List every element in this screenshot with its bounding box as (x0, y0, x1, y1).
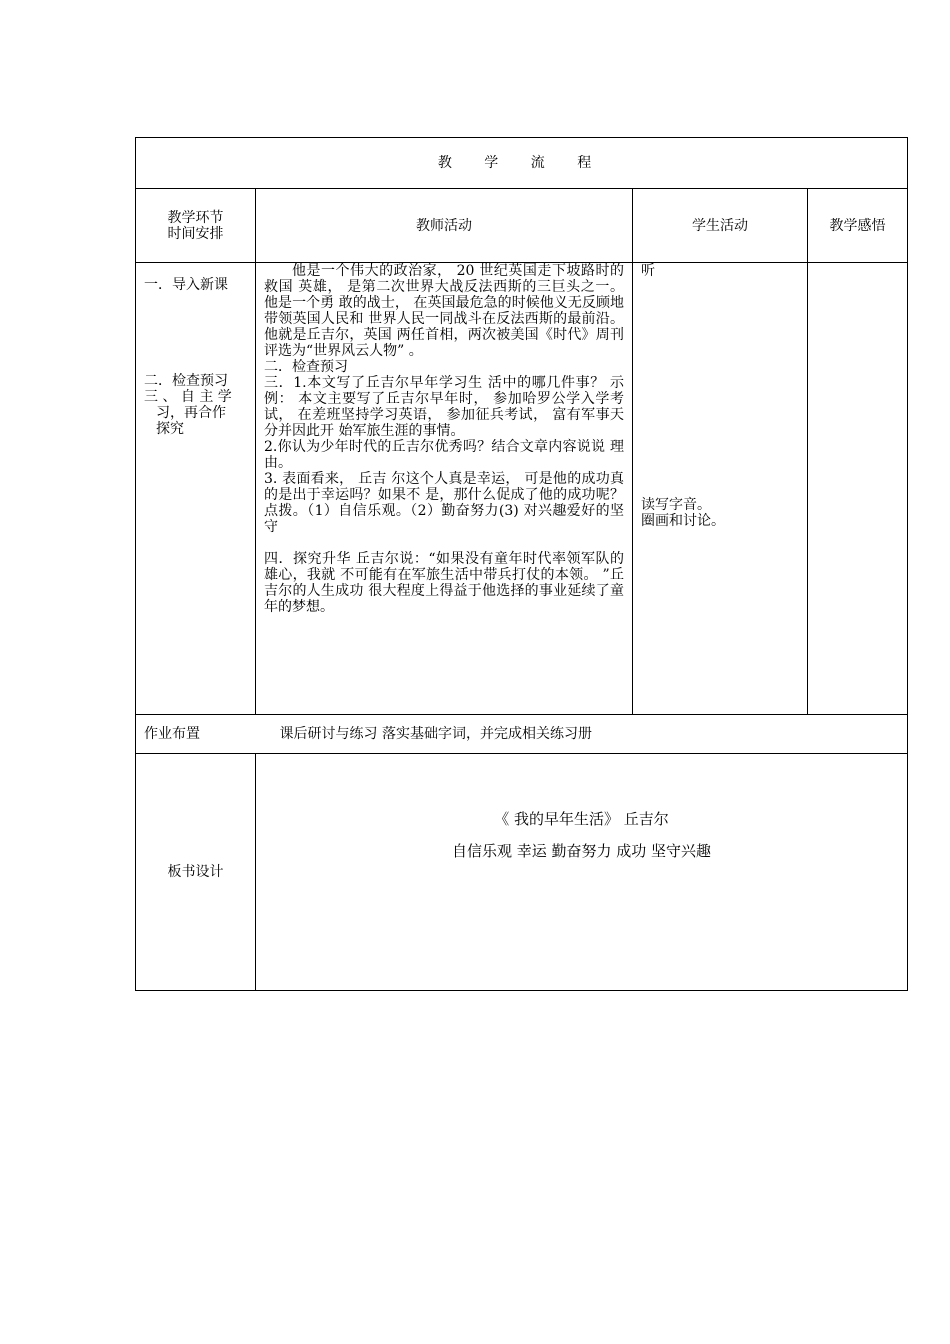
student-discuss: 圈画和讨论。 (641, 513, 725, 529)
header-reflection: 教学感悟 (808, 189, 908, 263)
board-title-line: 《 我的早年生活》 丘吉尔 (494, 810, 669, 828)
student-activity-cell (633, 263, 808, 715)
teacher-activity-cell (256, 263, 633, 715)
board-design-cell (256, 754, 908, 991)
teacher-question-1: 三．1.本文写了丘吉尔早年学习生 活中的哪几件事？ 示例： 本文主要写了丘吉尔早年时， 参加哈罗公学入学考试， 在差班坚持学习英语， 参加征兵考试， 富有军事天分并因此开 始军旅生涯的事情。 (264, 375, 624, 439)
lesson-plan-table (135, 137, 908, 991)
homework-cell (256, 715, 908, 754)
homework-label: 作业布置 (136, 715, 256, 754)
teacher-intro-text: 他是一个伟大的政治家， 20 世纪英国走下坡路时的救国 英雄， 是第二次世界大战反法西斯的三巨头之一。 他是一个勇 敢的战士， 在英国最危急的时候他义无反顾地带领英国人民和 世界人民一同战斗在反法西斯的最前沿。 他就是丘吉尔，英国 两任首相，两次被美国《时代》周刊评选为“世界风云人物” 。 (264, 263, 624, 359)
header-student-activity: 学生活动 (633, 189, 808, 263)
student-listen: 听 (641, 263, 655, 279)
header-stage: 教学环节 (167, 209, 224, 226)
stage-explore-2: 习，再合作 (156, 405, 226, 421)
table-title: 教 学 流 程 (136, 138, 908, 189)
reflection-cell (808, 263, 908, 715)
header-time: 时间安排 (167, 225, 224, 242)
stage-cell (136, 263, 256, 715)
header-teacher-activity: 教师活动 (256, 189, 633, 263)
board-keywords-line: 自信乐观 幸运 勤奋努力 成功 坚守兴趣 (451, 842, 712, 860)
stage-explore-1: 三 、 自 主 学 (144, 389, 232, 405)
header-stage-time (136, 189, 256, 263)
stage-explore-3: 探究 (156, 421, 184, 437)
teacher-question-3: 3. 表面看来， 丘吉 尔这个人真是幸运， 可是他的成功真的是出于幸运吗？如果不 是，那什么促成了他的成功呢？点拨。（1）自信乐观。（2）勤奋努力(3) 对兴趣爱好的坚守 (264, 471, 624, 535)
stage-preview: 二．检查预习 (144, 373, 228, 389)
teacher-preview-heading: 二．检查预习 (264, 359, 348, 375)
student-read-write: 读写字音。 (641, 497, 711, 513)
teacher-deepen-text: 四．探究升华 丘吉尔说：“如果没有童年时代率领军队的雄心，我就 不可能有在军旅生活中带兵打仗的本领。 ”丘吉尔的人生成功 很大程度上得益于他选择的事业延续了童年的梦想。 (264, 551, 624, 615)
stage-intro: 一．导入新课 (144, 277, 228, 293)
board-design-label: 板书设计 (136, 754, 256, 991)
teacher-question-2: 2.你认为少年时代的丘吉尔优秀吗？结合文章内容说说 理由。 (264, 439, 624, 471)
homework-text: 课后研讨与练习 落实基础字词，并完成相关练习册 (279, 726, 592, 742)
